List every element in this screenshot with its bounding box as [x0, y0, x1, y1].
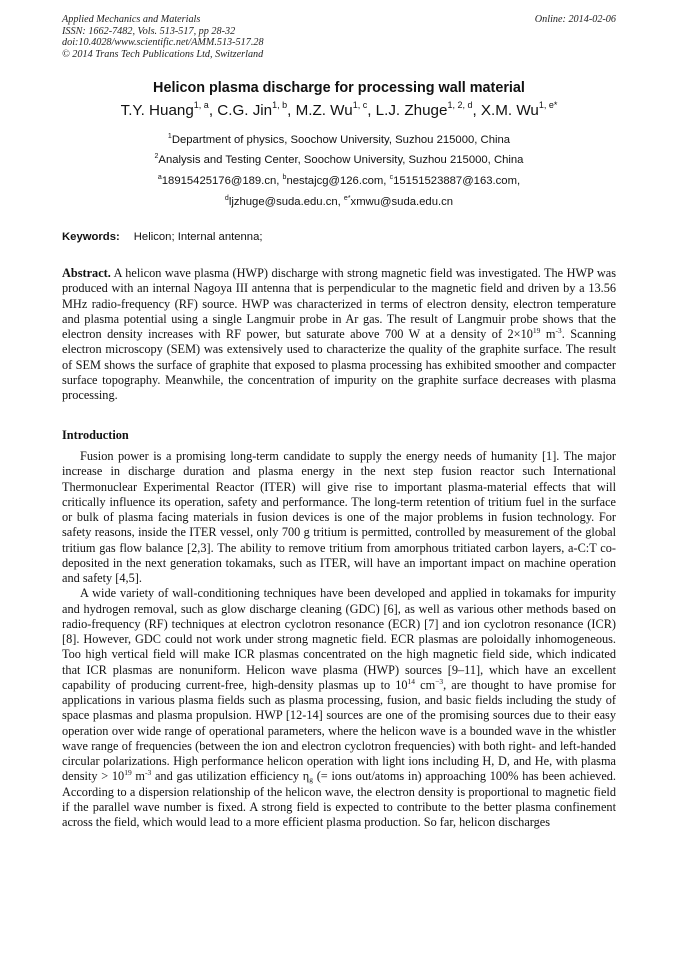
author-affiliation-mark: 1, e* [538, 100, 558, 110]
journal-header [62, 14, 616, 60]
author-affiliation-mark: 1, c [352, 100, 368, 110]
author-list: T.Y. Huang$^{1, a}$, C.G. Jin$^{1, b}$, M.Z. Wu$^{1, c}$, L.J. Zhuge$^{1, 2, d}$, X.M. $Wu^{1, e*}$ [120, 100, 558, 119]
introduction-body [62, 449, 616, 830]
author-affiliation-mark: 1, a [193, 100, 209, 110]
author-name: X.M. Wu [480, 102, 539, 119]
keywords-label: Keywords: [62, 231, 120, 243]
author-emails-line-1: $^a$18915425176@189.cn, $^b$nestajcg@126.com, $^c$15151523887@163.com, [157, 174, 521, 187]
author-affiliation-mark: 1, 2, d [447, 100, 473, 110]
online-date: Online: 2014-02-06 [534, 14, 616, 25]
author-name: C.G. Jin [217, 102, 273, 119]
keywords-text: Helicon; Internal antenna; [133, 231, 263, 243]
journal-issn: ISSN: 1662-7482, Vols. 513-517, pp 28-32 [62, 25, 236, 37]
paragraph: Fusion power is a promising long-term candidate to supply the energy needs of humanity [1]. The major increase in discharge duration and plasma energy in the next step fusion reactor such International Thermonuclear Experimental Reactor (ITER) will give rise to important plasma-material effects that will critically influence its operation, safety and performance. The long-term retention of tritium fuel in the surface or bulk of plasma facing materials in fusion devices is one of the major problems in fusion technology. For safety reasons, inside the ITER vessel, only 700 g tritium is permitted, controlled by measurement of the global tritium gas flow balance [2,3]. The ability to remove tritium from amorphous tritiated carbon layers, a-C:T co-deposited in the next generation tokamaks, such as ITER, will have an important impact on machine operation and safety [4,5]. [62, 449, 616, 585]
affiliation-2: $^2$Analysis and Testing Center, Soochow University, Suzhou 215000, China [154, 153, 524, 166]
abstract: Abstract. A helicon wave plasma (HWP) discharge with strong magnetic field was investigated. The HWP was produced with an internal Nagoya III antenna that is perpendicular to the magnetic field and driven by a 13.56 MHz radio-frequency (RF) source. HWP was characterized in terms of electron density, electron temperature and plasma potential using a single Langmuir probe in Ar gas. The result of Langmuir probe shows that the electron density increases with RF power, but saturate above 700 W at a density of $2\times 10^{19}$ $m^{-3}$. Scanning electron microscopy (SEM) was extensively used to characterize the quality of the graphite surface. The result of SEM shows the surface of graphite that exposed to plasma processing has exhibited smoother and compacter surface topography. Meanwhile, the concentration of impurity on the graphite surface decreases with plasma processing. [62, 266, 616, 402]
paper-title: Helicon plasma discharge for processing wall material [153, 80, 525, 96]
email-link[interactable]: nestajcg@126.com, [286, 175, 390, 187]
abstract-label: Abstract. [62, 266, 111, 280]
email-link[interactable]: xmwu@suda.edu.cn [350, 196, 454, 208]
journal-name: Applied Mechanics and Materials [62, 14, 201, 25]
paragraph: A wide variety of wall-conditioning techniques have been developed and applied in tokamaks for impurity and hydrogen removal, such as glow discharge cleaning (GDC) [6], as well as various other methods based on radio-frequency (RF) techniques at electron cyclotron resonance (ECR) [7] and ion cyclotron resonance (ICR) [8]. However, GDC could not work under strong magnetic field. ECR plasmas are poloidally inhomogeneous. Too high vertical field will make ICR plasmas concentrated on the high magnetic field side, which indicated that ICR plasmas are nonuniform. Helicon wave plasma (HWP) sources [9–11], which have an excellent capability of producing current-free, high-density plasmas up to $10^{14}$ $cm^{-3}$, are thought to have promise for applications in various plasma fields such as plasma processing, fusion, and basic fields including the study of space plasmas and plasma propulsion. HWP [12-14] sources are one of the promising sources due to their easy operation over wide range of operational parameters, where the helicon wave is a bounded wave in the whistler wave range of frequencies (between the ion and electron cyclotron frequencies) with both right- and left-handed circular polarizations. High performance helicon operation with light ions including H, D, and He, with plasma density > $10^{19}$ $m^{-3}$ and gas utilization efficiency $\eta_g$ (= ions out/atoms in) approaching 100% has been achieved. According to a dispersion relationship of the helicon wave, the electron density is proportional to magnetic field if the parallel wave number is fixed. A strong field is expected to contribute to the better plasma confinement across the field, which would lead to a more efficient plasma production. So far, helicon discharges [62, 586, 617, 829]
email-link[interactable]: 18915425176@189.cn, [161, 175, 283, 187]
section-heading-introduction: Introduction [62, 428, 129, 442]
author-name: T.Y. Huang [120, 102, 194, 119]
affiliation-1: $^1$Department of physics, Soochow University, Suzhou 215000, China [167, 133, 511, 146]
email-link[interactable]: ljzhuge@suda.edu.cn, [228, 196, 344, 208]
author-name: M.Z. Wu [295, 102, 353, 119]
email-link[interactable]: 15151523887@163.com, [393, 175, 521, 187]
keywords [62, 230, 616, 244]
journal-doi[interactable]: doi:10.4028/www.scientific.net/AMM.513-517.28 [62, 37, 264, 49]
author-name: L.J. Zhuge [375, 102, 448, 119]
author-emails-line-2: $^d$ljzhuge@suda.edu.cn, $^{e*}$xmwu@suda.edu.cn [224, 195, 454, 208]
author-affiliation-mark: 1, b [272, 100, 288, 110]
journal-copyright: © 2014 Trans Tech Publications Ltd, Switzerland [62, 48, 264, 60]
